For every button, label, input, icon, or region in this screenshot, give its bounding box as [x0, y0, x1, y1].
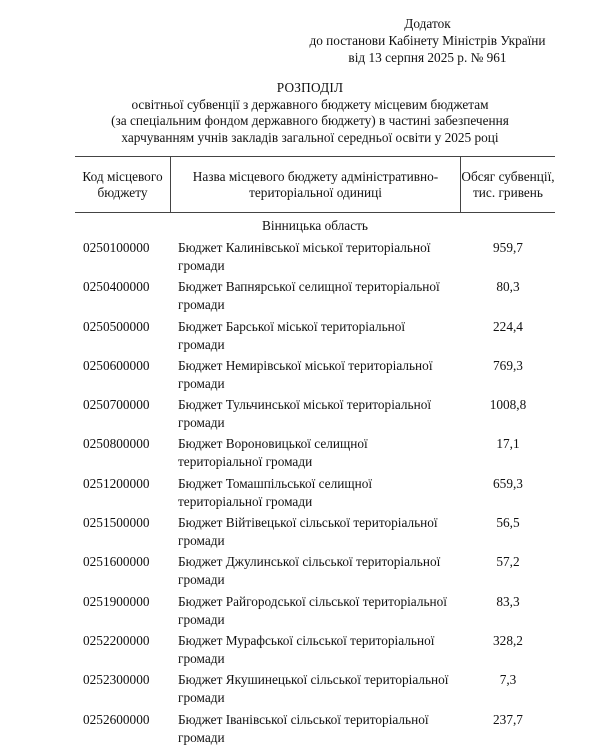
row-code: 0250800000 — [83, 436, 150, 452]
header-name: Назва місцевого бюджету адміністративно-територіальної одиниці — [170, 157, 461, 212]
annex-resolution: до постанови Кабінету Міністрів України — [309, 33, 546, 48]
header-amount: Обсяг субвенції, тис. гривень — [461, 169, 555, 200]
annex-date-number: від 13 серпня 2025 р. № 961 — [348, 50, 507, 65]
row-amount: 237,7 — [493, 711, 523, 727]
row-name: Бюджет Вороновицької селищної територіальної громади — [178, 436, 368, 470]
table-row — [75, 237, 555, 276]
row-amount: 83,3 — [496, 593, 520, 609]
table-row — [75, 473, 555, 512]
region-heading: Вінницька область — [262, 218, 368, 233]
row-code: 0250100000 — [83, 240, 150, 255]
row-name: Бюджет Немирівської міської територіальної громади — [178, 357, 433, 391]
row-amount: 17,1 — [496, 436, 520, 452]
row-name: Бюджет Джулинської сільської територіальної громади — [178, 554, 441, 588]
row-name: Бюджет Іванівської сільської територіальної громади — [178, 711, 429, 745]
row-name: Бюджет Мурафської сільської територіальної громади — [178, 632, 435, 666]
table-row — [75, 551, 555, 590]
row-amount: 57,2 — [496, 554, 520, 570]
row-name: Бюджет Вапнярської селищної територіальної громади — [178, 279, 440, 313]
row-code: 0252600000 — [83, 711, 150, 727]
title-line-3: харчуванням учнів закладів загальної середньої освіти у 2025 році — [121, 129, 499, 145]
title-line-2: (за спеціальним фондом державного бюджету) в частині забезпечення — [111, 113, 509, 128]
table-row — [75, 276, 555, 315]
row-amount: 56,5 — [496, 515, 520, 531]
table-row — [75, 394, 555, 433]
document-title — [40, 80, 580, 146]
row-code: 0251500000 — [83, 515, 150, 531]
row-code: 0250500000 — [83, 318, 150, 334]
table-row — [75, 433, 555, 472]
table-row — [75, 630, 555, 669]
row-amount: 659,3 — [493, 475, 523, 491]
row-amount: 328,2 — [493, 632, 523, 648]
row-code: 0251600000 — [83, 554, 150, 570]
row-amount: 224,4 — [493, 318, 523, 334]
row-amount: 959,7 — [493, 240, 523, 255]
row-code: 0250600000 — [83, 357, 150, 373]
row-code: 0251900000 — [83, 593, 150, 609]
table-row — [75, 669, 555, 708]
table-row — [75, 512, 555, 551]
row-amount: 7,3 — [499, 672, 517, 688]
title-line-1: освітньої субвенції з державного бюджету місцевим бюджетам — [131, 96, 489, 112]
row-name: Бюджет Тульчинської міської територіальної громади — [178, 397, 432, 431]
annex-reference — [250, 15, 605, 66]
annex-label: Додаток — [404, 16, 451, 31]
table-row — [75, 316, 555, 355]
table-row — [75, 355, 555, 394]
row-code: 0252200000 — [83, 632, 150, 648]
row-code: 0252300000 — [83, 672, 150, 688]
table-row — [75, 591, 555, 630]
row-name: Бюджет Війтівецької сільської територіальної громади — [178, 515, 438, 549]
header-code: Код місцевого бюджету — [82, 169, 163, 200]
row-name: Бюджет Томашпільської селищної територіальної громади — [178, 475, 373, 509]
distribution-table — [75, 156, 555, 748]
row-code: 0250700000 — [83, 397, 150, 413]
row-code: 0250400000 — [83, 279, 150, 295]
row-code: 0251200000 — [83, 475, 150, 491]
title-heading: РОЗПОДІЛ — [276, 80, 344, 95]
row-name: Бюджет Барської міської територіальної громади — [178, 318, 406, 352]
row-name: Бюджет Калинівської міської територіальної громади — [178, 240, 431, 273]
row-amount: 769,3 — [493, 357, 523, 373]
row-amount: 80,3 — [496, 279, 520, 295]
table-header — [75, 156, 555, 213]
table-body — [75, 237, 555, 748]
row-name: Бюджет Райгородської сільської територіальної громади — [178, 593, 447, 627]
table-row — [75, 709, 555, 748]
row-amount: 1008,8 — [489, 397, 527, 413]
row-name: Бюджет Якушинецької сільської територіальної громади — [178, 672, 449, 706]
